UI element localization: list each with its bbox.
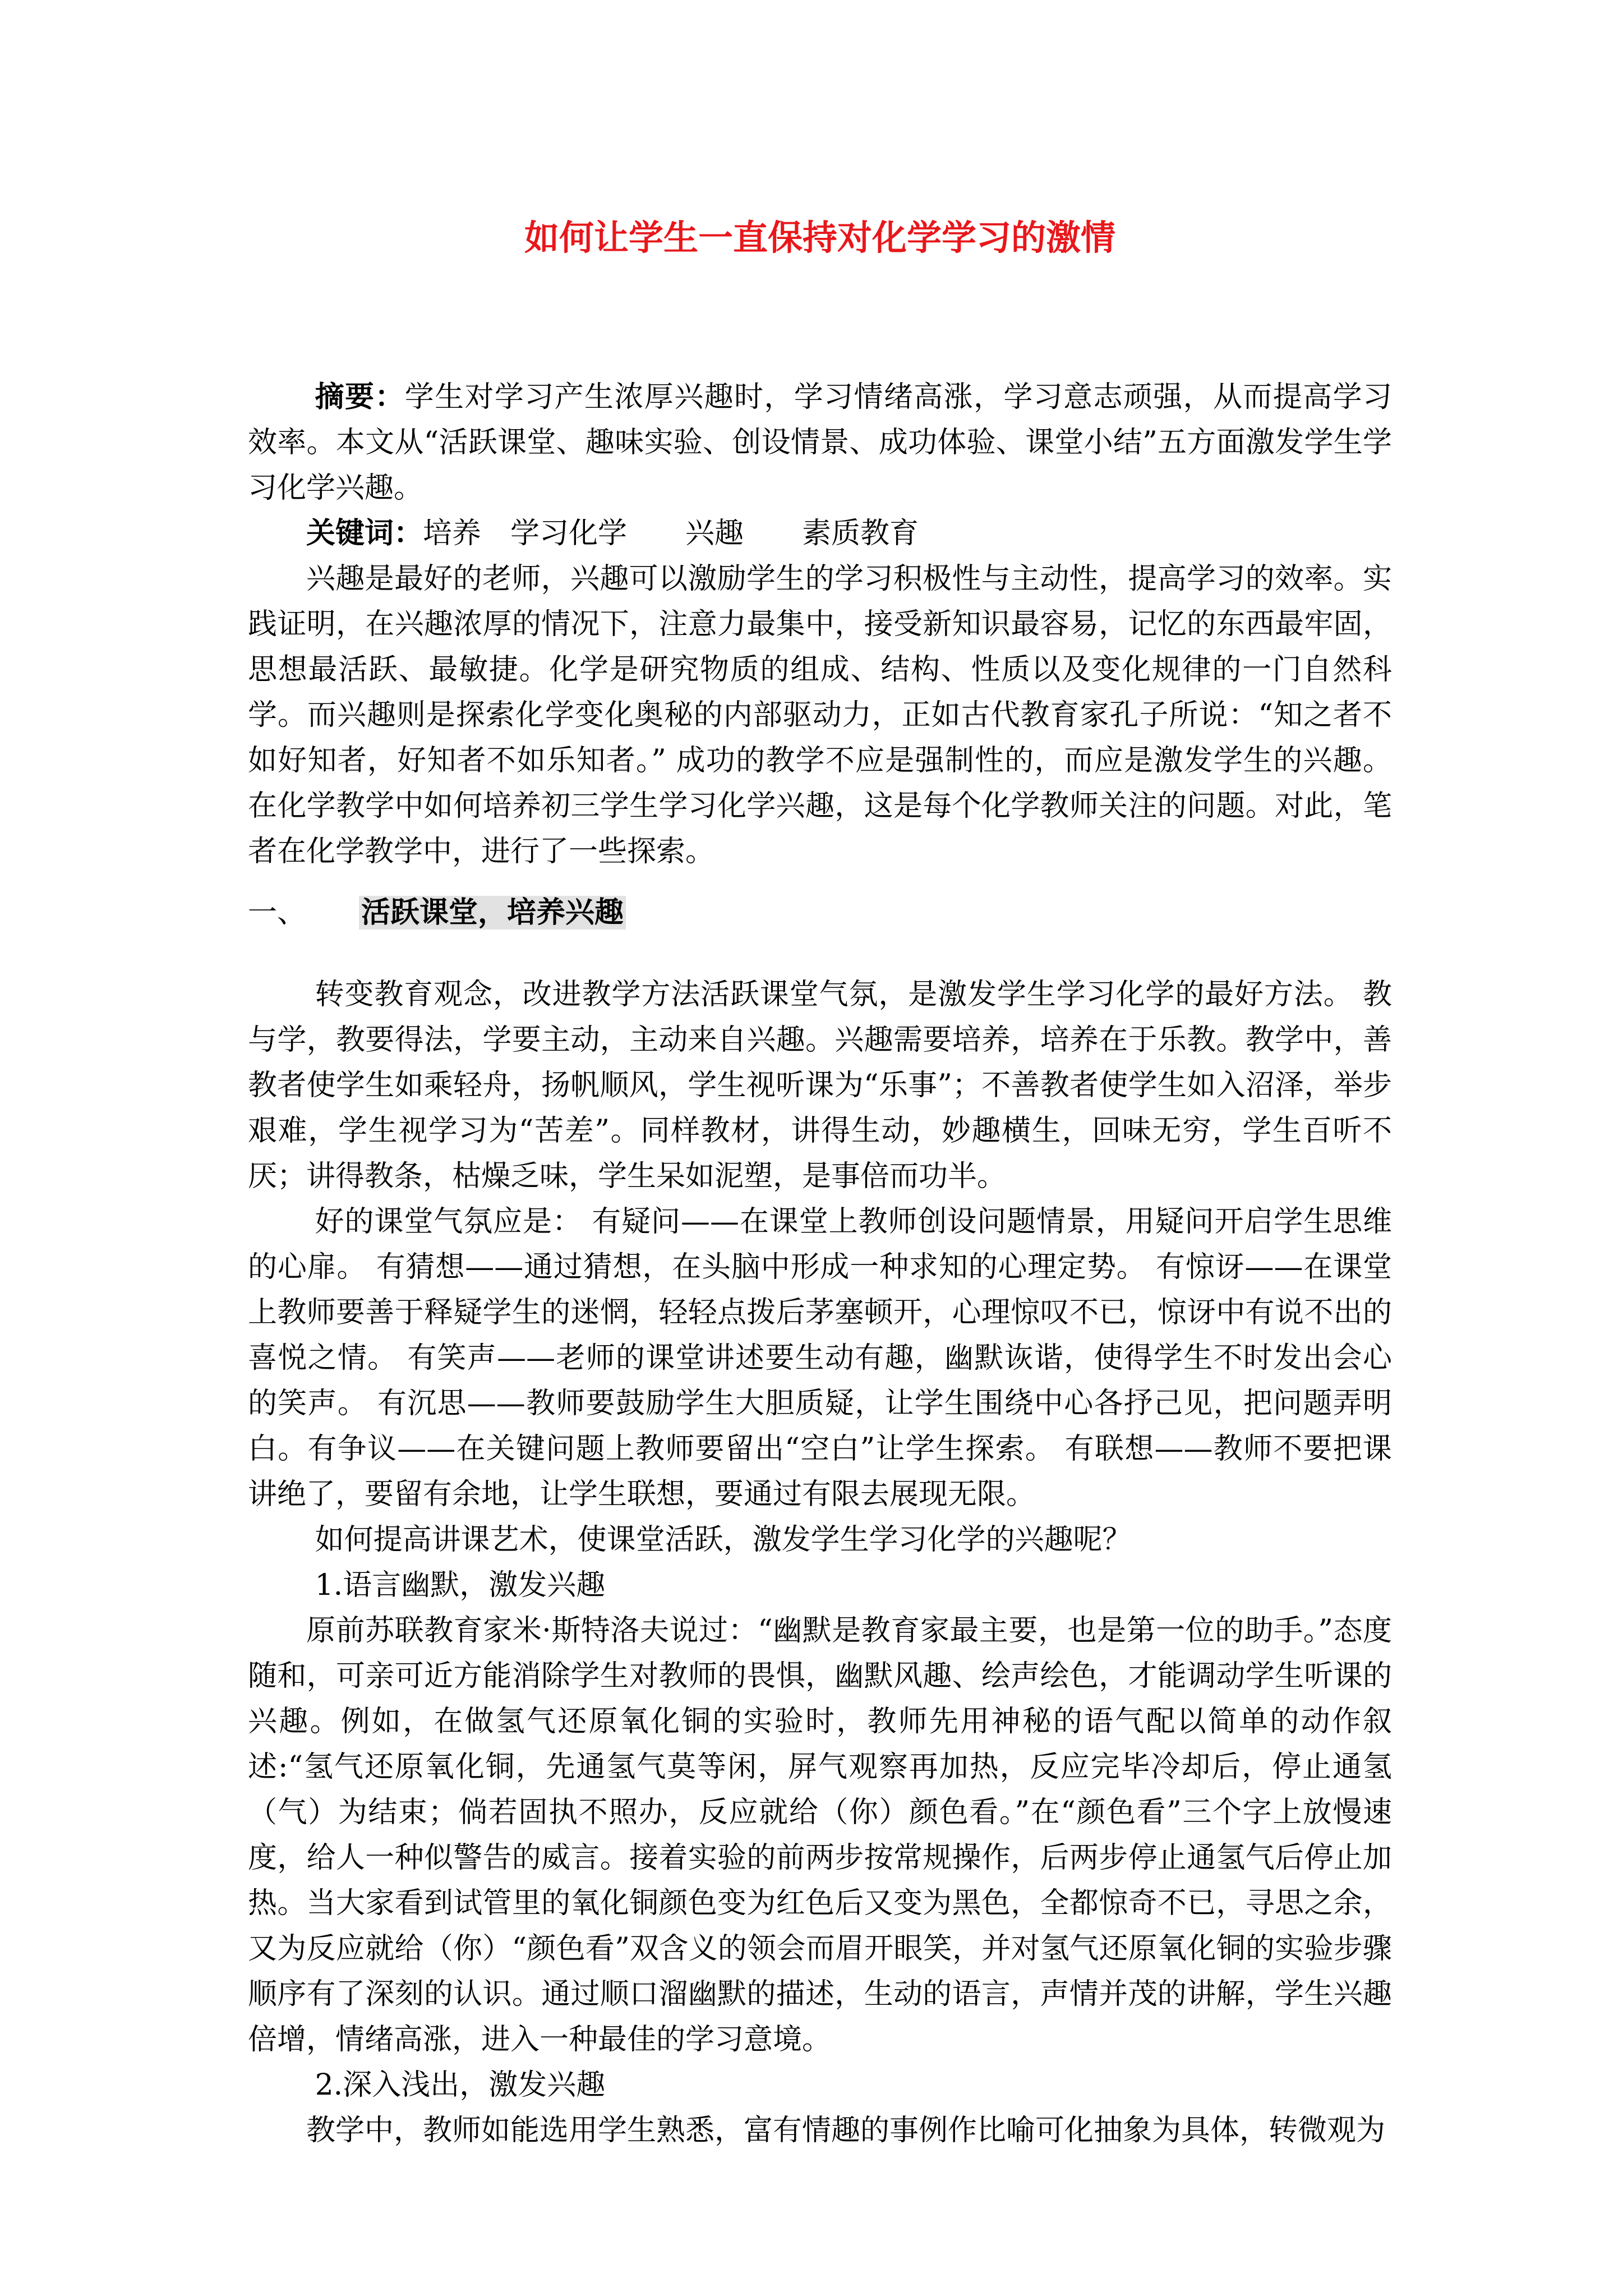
intro-paragraph: 兴趣是最好的老师，兴趣可以激励学生的学习积极性与主动性，提高学习的效率。实践证明，在兴趣浓厚的情况下，注意力最集中，接受新知识最容易，记忆的东西最牢固，思想最活跃、最敏捷。化学是研究物质的组成、结构、性质以及变化规律的一门自然科学。而兴趣则是探索化学变化奥秘的内部驱动力，正如古代教育家孔子所说：“知之者不如好知者，好知者不如乐知者。” 成功的教学不应是强制性的，而应是激发学生的兴趣。在化学教学中如何培养初三学生学习化学兴趣，这是每个化学教师关注的问题。对此，笔者在化学教学中，进行了一些探索。 <box>248 562 1392 868</box>
paragraph-question: 如何提高讲课艺术，使课堂活跃，激发学生学习化学的兴趣呢？ <box>315 1523 1132 1557</box>
paragraph-simple: 教学中，教师如能选用学生熟悉，富有情趣的事例作比喻可化抽象为具体，转微观为 <box>306 2114 1386 2147</box>
keywords-paragraph <box>248 511 1392 556</box>
keywords-label: 关键词： <box>306 517 423 550</box>
section-title: 活跃课堂，培养兴趣 <box>359 896 626 930</box>
section-heading-1 <box>248 890 626 936</box>
paragraph-good-atmosphere: 好的课堂气氛应是： 有疑问——在课堂上教师创设问题情景，用疑问开启学生思维的心扉。 有猜想——通过猜想，在头脑中形成一种求知的心理定势。 有惊讶——在课堂上教师要善于释疑学生的迷惘，轻轻点拨后茅塞顿开，心理惊叹不已，惊讶中有说不出的喜悦之情。 有笑声——老师的课堂讲述要生动有趣，幽默诙谐，使得学生不时发出会心的笑声。 有沉思——教师要鼓励学生大胆质疑，让学生围绕中心各抒己见，把问题弄明白。有争议——在关键问题上教师要留出“空白”让学生探索。 有联想——教师不要把课讲绝了，要留有余地，让学生联想，要通过有限去展现无限。 <box>248 1205 1392 1511</box>
paragraph-humor: 原前苏联教育家米·斯特洛夫说过：“幽默是教育家最主要，也是第一位的助手。”态度随和，可亲可近方能消除学生对教师的畏惧，幽默风趣、绘声绘色，才能调动学生听课的兴趣。例如，在做氢气还原氧化铜的实验时，教师先用神秘的语气配以简单的动作叙述:“氢气还原氧化铜，先通氢气莫等闲，屏气观察再加热，反应完毕冷却后，停止通氢（气）为结束；倘若固执不照办，反应就给（你）颜色看。”在“颜色看”三个字上放慢速度，给人一种似警告的威言。接着实验的前两步按常规操作，后两步停止通氢气后停止加热。当大家看到试管里的氧化铜颜色变为红色后又变为黑色，全都惊奇不已，寻思之余，又为反应就给（你）“颜色看”双含义的领会而眉开眼笑，并对氢气还原氧化铜的实验步骤顺序有了深刻的认识。通过顺口溜幽默的描述，生动的语言，声情并茂的讲解，学生兴趣倍增，情绪高涨，进入一种最佳的学习意境。 <box>248 1614 1392 2056</box>
paragraph-classroom-atmosphere: 转变教育观念，改进教学方法活跃课堂气氛，是激发学生学习化学的最好方法。 教与学，教要得法，学要主动，主动来自兴趣。兴趣需要培养，培养在于乐教。教学中，善教者使学生如乘轻舟，扬帆顺风，学生视听课为“乐事”；不善教者使学生如入沼泽，举步艰难，学生视学习为“苦差”。同样教材，讲得生动，妙趣横生，回味无穷，学生百听不厌；讲得教条，枯燥乏味，学生呆如泥塑，是事倍而功半。 <box>248 978 1392 1193</box>
abstract-text: 学生对学习产生浓厚兴趣时，学习情绪高涨，学习意志顽强，从而提高学习效率。本文从“活跃课堂、趣味实验、创设情景、成功体验、课堂小结”五方面激发学生学习化学兴趣。 <box>248 380 1392 505</box>
subheading-humor: 1.语言幽默，激发兴趣 <box>315 1568 606 1602</box>
abstract-label: 摘要： <box>315 380 405 414</box>
subheading-simple: 2.深入浅出，激发兴趣 <box>315 2068 606 2102</box>
abstract-block <box>248 375 1392 875</box>
section-1-body <box>248 972 1392 2154</box>
keywords-text: 培养 学习化学 兴趣 素质教育 <box>423 517 919 550</box>
document-title: 如何让学生一直保持对化学学习的激情 <box>524 217 1115 258</box>
section-number: 一、 <box>248 896 307 930</box>
abstract-paragraph <box>248 375 1392 511</box>
